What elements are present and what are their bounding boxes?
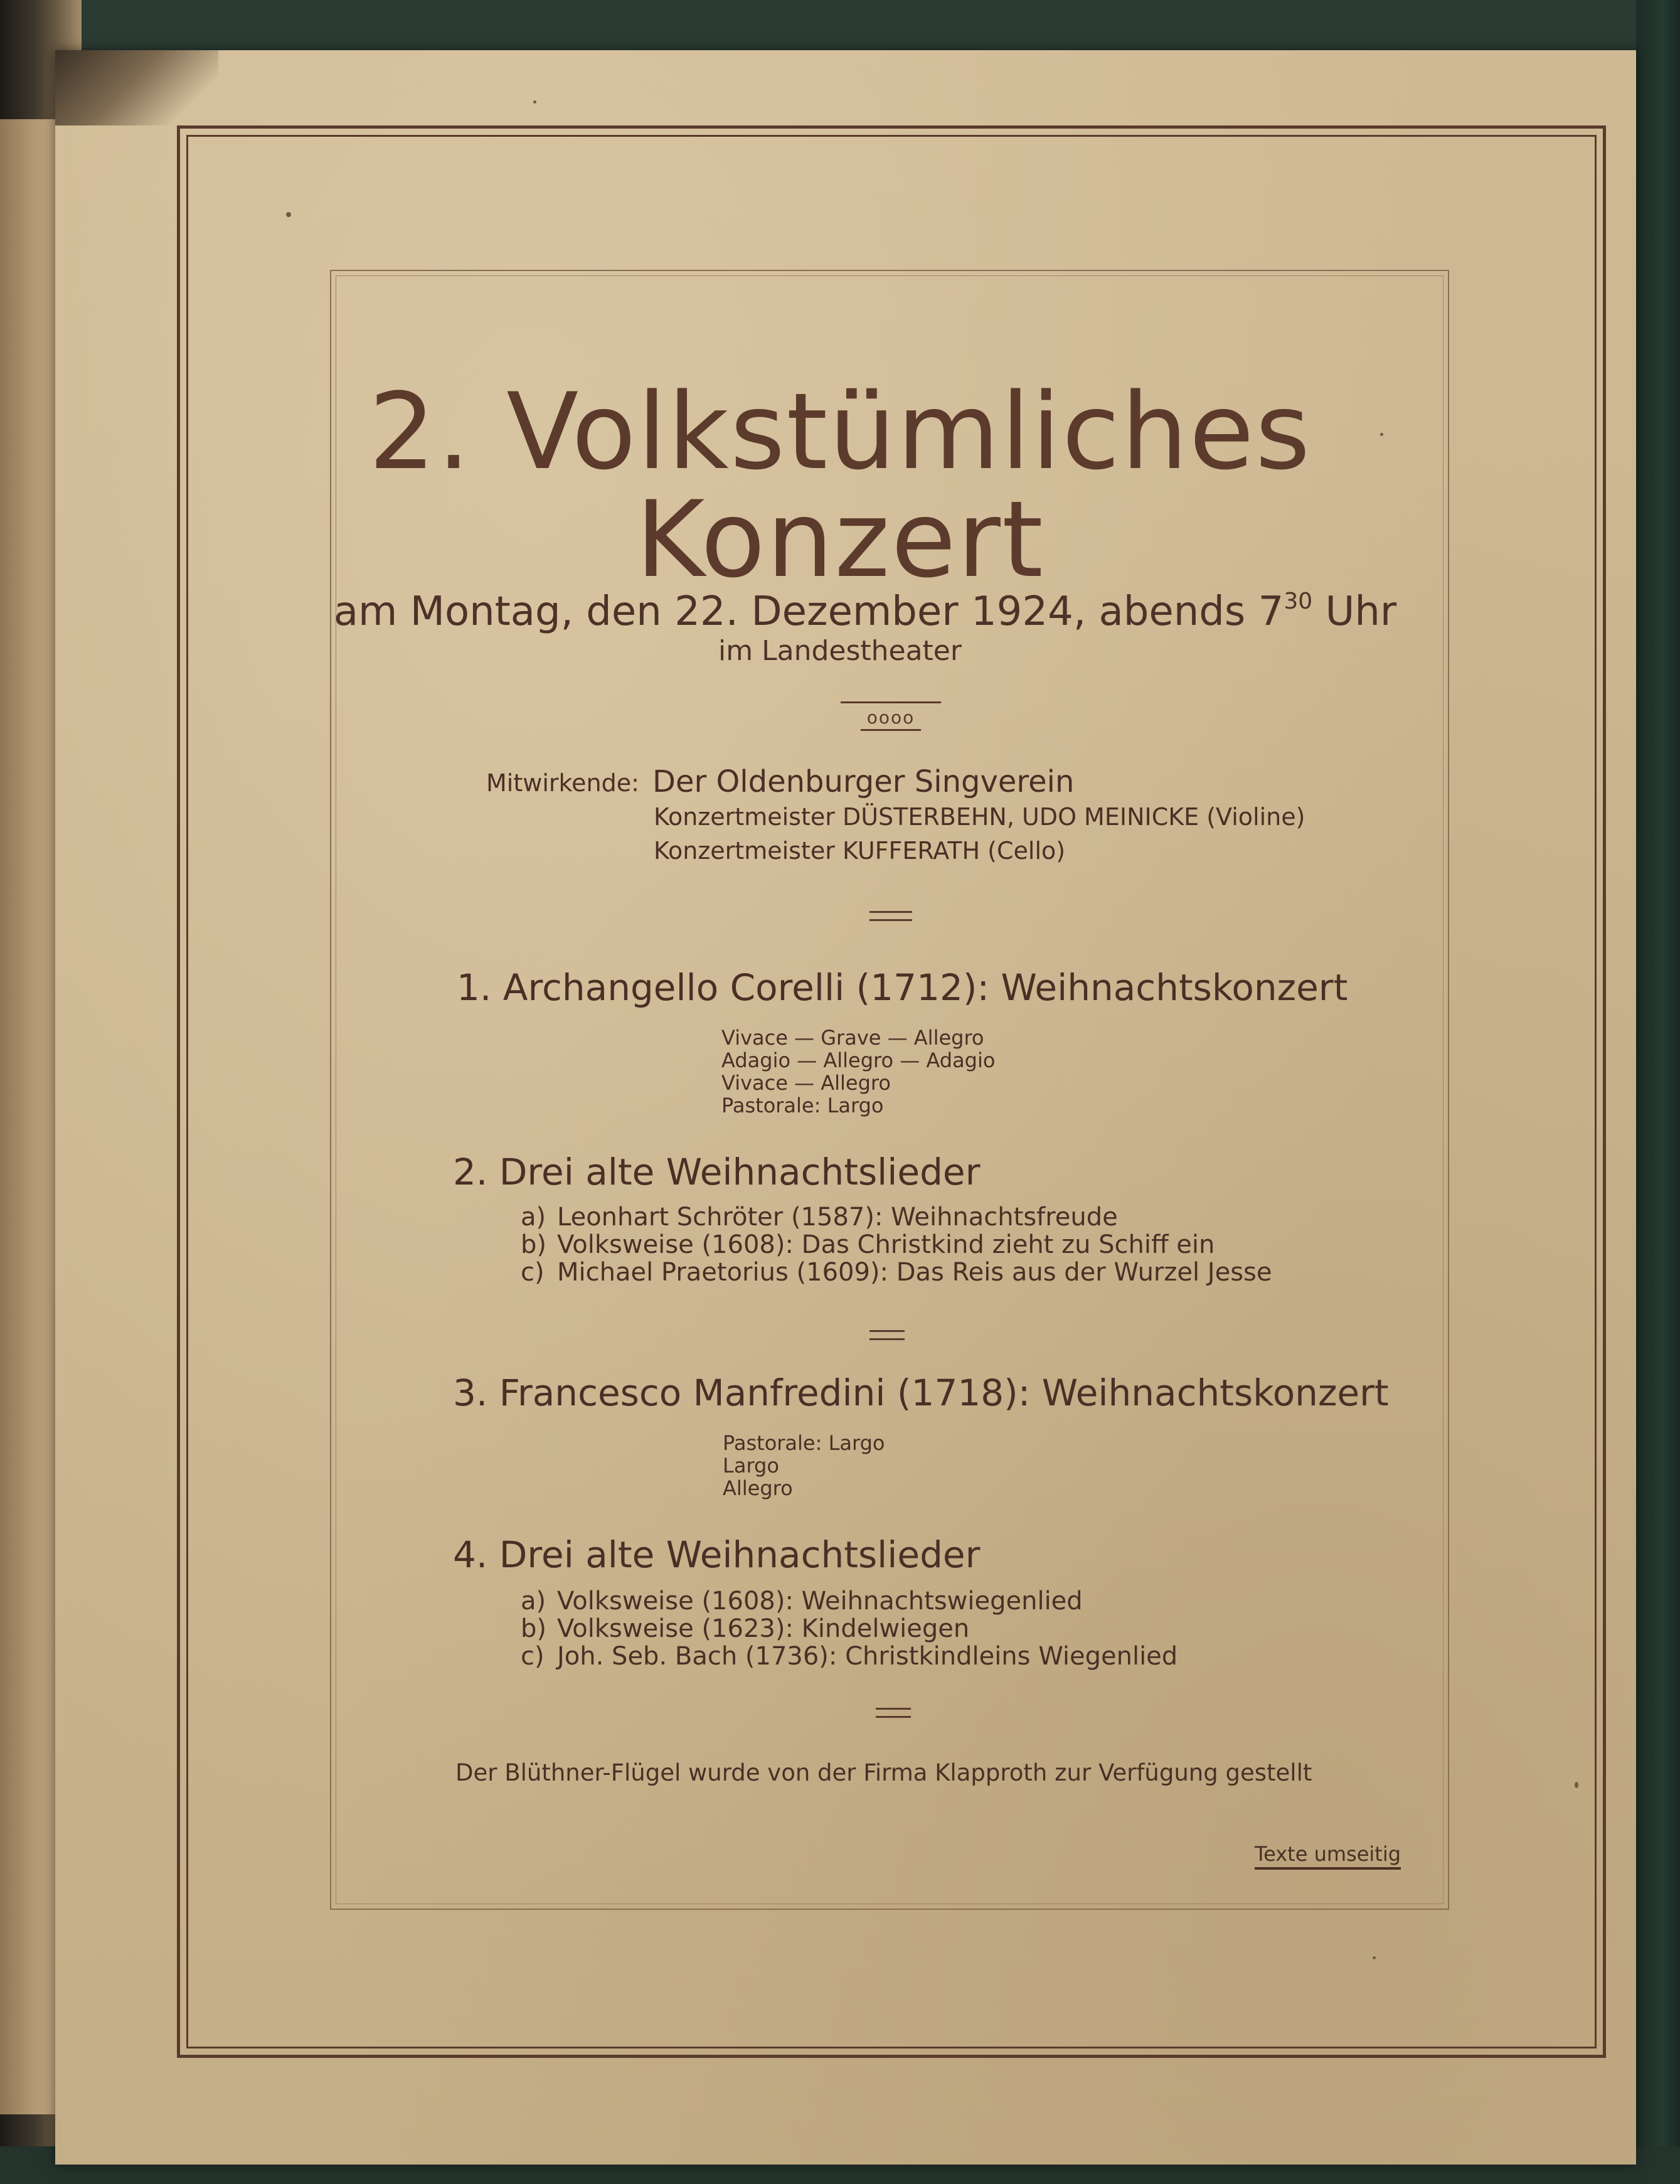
piece-2-song [521,1203,1118,1231]
piano-credit: Der Blüthner-Flügel wurde von der Firma Klapproth zur Verfügung gestellt [455,1759,1312,1786]
time-superscript: 30 [1284,589,1313,614]
song-title: Leonhart Schröter (1587): Weihnachtsfreude [557,1203,1118,1232]
piece-1-movement: Vivace — Allegro [721,1071,891,1095]
song-title: Volksweise (1608): Das Christkind zieht zu Schiff ein [557,1230,1215,1259]
paper-speck [1575,1782,1578,1788]
piece-4-song [521,1615,969,1643]
date-text: am Montag, den 22. Dezember 1924, abends 7 [333,589,1284,635]
piece-3-movement: Largo [723,1454,779,1478]
paper-speck [533,100,536,104]
song-title: Volksweise (1608): Weihnachtswiegenlied [557,1587,1083,1616]
piece-1-movement: Vivace — Grave — Allegro [721,1026,984,1050]
section-divider [876,1708,911,1718]
page-curl [55,50,218,125]
ornament-bar [841,701,941,703]
piece-3-heading: 3. Francesco Manfredini (1718): Weihnachtskonzert [453,1372,1389,1414]
ornament-rings: oooo [861,707,922,731]
piece-1-heading: 1. Archangello Corelli (1712): Weihnachtskonzert [457,966,1348,1009]
concert-title-line-1: 2. Volkstümliches [368,370,1312,493]
ornament-divider [841,701,941,731]
piece-2-song [521,1259,1272,1286]
venue: im Landestheater [718,635,962,667]
paper-speck [1380,433,1383,436]
song-title: Volksweise (1623): Kindelwiegen [557,1614,970,1643]
section-divider [869,1330,905,1340]
song-letter: a) [521,1587,546,1616]
section-divider [869,911,912,921]
concert-title-line-2: Konzert [635,478,1045,601]
paper-speck [286,212,291,217]
song-letter: c) [521,1642,545,1671]
paper-speck [1373,1956,1376,1959]
performer-line-3: Konzertmeister KUFFERATH (Cello) [654,837,1066,865]
song-title: Joh. Seb. Bach (1736): Christkindleins Wiegenlied [557,1642,1178,1671]
piece-1-movement: Pastorale: Largo [721,1094,884,1117]
piece-4-song [521,1643,1178,1670]
performers-label: Mitwirkende: [486,769,639,797]
piece-2-heading: 2. Drei alte Weihnachtslieder [453,1151,981,1193]
piece-1-movement: Adagio — Allegro — Adagio [721,1048,996,1072]
piece-4-heading: 4. Drei alte Weihnachtslieder [453,1533,981,1576]
scanner-background-right [1636,0,1680,2184]
performer-line-2: Konzertmeister DÜSTERBEHN, UDO MEINICKE (Violine) [654,803,1305,831]
song-letter: a) [521,1203,546,1232]
performer-line-1: Der Oldenburger Singverein [652,764,1075,799]
song-letter: b) [521,1614,546,1643]
piece-2-song [521,1231,1215,1259]
concert-date-line [25,589,1680,635]
song-letter: b) [521,1230,546,1259]
song-letter: c) [521,1258,545,1287]
song-title: Michael Praetorius (1609): Das Reis aus der Wurzel Jesse [557,1258,1272,1287]
piece-4-song [521,1587,1083,1615]
piece-3-movement: Allegro [723,1476,793,1500]
time-suffix: Uhr [1312,589,1397,635]
piece-3-movement: Pastorale: Largo [723,1431,885,1455]
texte-umseitig-note: Texte umseitig [1255,1842,1401,1870]
